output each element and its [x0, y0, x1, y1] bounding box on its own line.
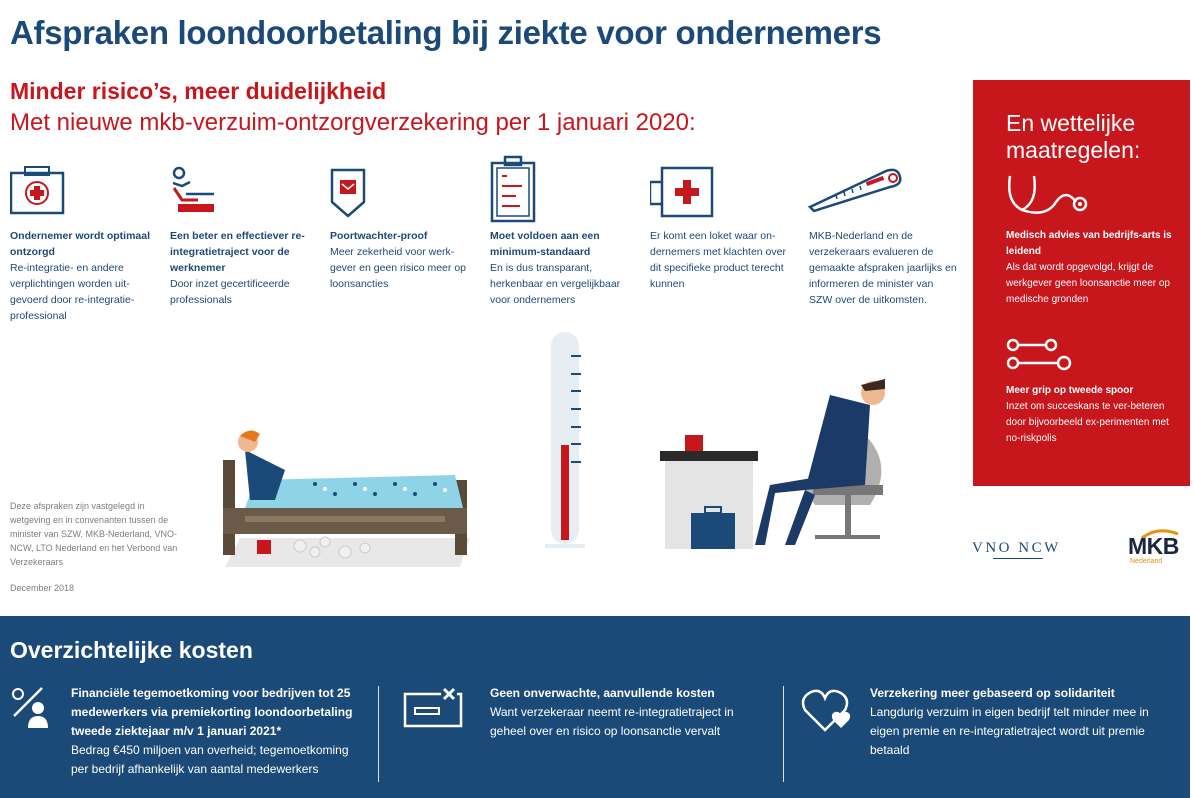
big-thermometer-illustration [545, 330, 595, 552]
mkb-logo: MKB [1128, 533, 1179, 559]
legal-item-2-title: Meer grip op tweede spoor [1006, 385, 1134, 396]
item-2-title: Een beter en effectiever re-integratietraject voor de werknemer [170, 230, 305, 274]
item-2-text: Door inzet gecertificeerde professionals [170, 278, 290, 306]
stethoscope-icon [1006, 172, 1096, 220]
legal-item-2 [1006, 383, 1186, 447]
cost-item-1-text: Bedrag €450 miljoen van overheid; tegemoetkoming per bedrijf afhankelijk van aantal medewerkers [71, 743, 349, 776]
costs-heading: Overzichtelijke kosten [10, 637, 253, 663]
item-3-title: Poortwachter-proof [330, 230, 428, 242]
item-6-text: MKB-Nederland en de verzekeraars evalueren de gemaakte afspraken jaarlijks en informeren de minister van SZW over de uitkomsten. [809, 230, 957, 306]
item-3-text: Meer zekerheid voor werk-gever en geen risico meer op loonsancties [330, 246, 466, 290]
date: December 2018 [10, 583, 75, 593]
office-illustration [655, 375, 895, 555]
cost-item-3-text: Langdurig verzuim in eigen bedrijf telt minder mee in eigen premie en re-integratietraject wordt uit premie betaald [870, 705, 1149, 757]
divider-2 [783, 686, 784, 782]
item-4-text: En is dus transparant, herkenbaar en vergelijkbaar voor ondernemers [490, 262, 621, 306]
item-4-title: Moet voldoen aan een minimum-standaard [490, 230, 600, 258]
legal-item-1 [1006, 228, 1186, 308]
shield-icon [330, 168, 370, 218]
legal-item-1-title: Medisch advies van bedrijfs-arts is leidend [1006, 230, 1172, 257]
item-6 [809, 228, 959, 308]
bed-illustration [205, 420, 480, 570]
cancel-ticket-icon [403, 686, 465, 730]
item-3 [330, 228, 470, 292]
legal-item-1-text: Als dat wordt opgevolgd, krijgt de werkgever geen loonsanctie meer op medische gronden [1006, 262, 1170, 305]
cost-item-3 [870, 684, 1160, 760]
vno-ncw-logo: VNO NCW [972, 540, 1061, 556]
footnote: Deze afspraken zijn vastgelegd in wetgeving en in convenanten tussen de minister van SZW, MKB-Nederland, VNO-NCW, LTO Nederland en het Verbond van Verzekeraars [10, 501, 178, 567]
medical-counter-icon [650, 166, 716, 218]
item-1-text: Re-integratie- en andere verplichtingen worden uit-gevoerd door re-integratie-professional [10, 262, 135, 322]
subtitle: Met nieuwe mkb-verzuim-ontzorgverzekering per 1 januari 2020: [10, 109, 696, 136]
subtitle-bold: Minder risico’s, meer duidelijkheid [10, 78, 387, 104]
vno-ncw-logo-underline [993, 558, 1043, 559]
item-1 [10, 228, 160, 324]
percent-person-icon [10, 686, 52, 730]
thermometer-icon [806, 165, 906, 213]
clipboard-icon [490, 155, 536, 223]
item-2 [170, 228, 310, 308]
cost-item-1 [71, 684, 361, 779]
cost-item-3-title: Verzekering meer gebaseerd op solidariteit [870, 686, 1115, 700]
page-title: Afspraken loondoorbetaling bij ziekte voor ondernemers [10, 14, 882, 51]
item-5 [650, 228, 795, 292]
divider-1 [378, 686, 379, 782]
mkb-logo-sub: Nederland [1130, 558, 1163, 565]
cost-item-2 [490, 684, 760, 741]
legal-heading: En wettelijke maatregelen: [1006, 110, 1141, 163]
first-aid-kit-icon [10, 165, 66, 217]
item-4 [490, 228, 628, 308]
item-1-title: Ondernemer wordt optimaal ontzorgd [10, 230, 151, 258]
cost-item-1-title: Financiële tegemoetkoming voor bedrijven tot 25 medewerkers via premiekorting loondoorbetaling tweede ziektejaar m/v 1 januari 2021* [71, 686, 353, 738]
heart-icon [801, 688, 855, 734]
patient-chair-icon [170, 166, 220, 216]
cost-item-2-title: Geen onverwachte, aanvullende kosten [490, 686, 715, 700]
track-icon [1006, 338, 1076, 372]
legal-measures-panel [973, 80, 1190, 486]
legal-item-2-text: Inzet om succeskans te ver-beteren door bijvoorbeeld ex-perimenten met no-riskpolis [1006, 401, 1169, 444]
item-5-text: Er komt een loket waar on-dernemers met klachten over dit specifieke product terecht kunnen [650, 230, 786, 290]
costs-section [0, 616, 1190, 798]
cost-item-2-text: Want verzekeraar neemt re-integratietraject in geheel over en risico op loonsanctie vervalt [490, 705, 734, 738]
